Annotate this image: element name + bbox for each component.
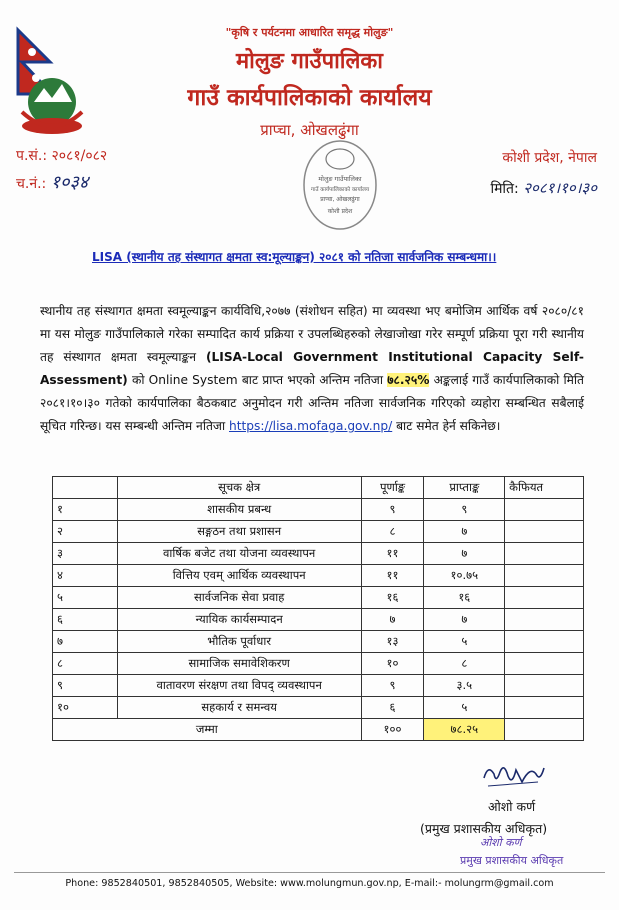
table-cell: ४ [53, 565, 118, 587]
province: कोशी प्रदेश, नेपाल [502, 150, 597, 166]
table-row [53, 565, 584, 587]
table-row [53, 609, 584, 631]
table-cell: सङ्गठन तथा प्रशासन [117, 521, 361, 543]
total-obtained-marks: ७८.२५ [424, 719, 505, 741]
table-cell: ६ [53, 609, 118, 631]
table-cell: ५ [424, 697, 505, 719]
table-cell: १६ [424, 587, 505, 609]
stamp-line-4: कोशी प्रदेश [327, 208, 353, 215]
results-table [52, 476, 584, 741]
table-cell: ९ [53, 675, 118, 697]
table-cell [505, 587, 584, 609]
reference-number [16, 146, 107, 165]
dispatch-number [16, 170, 88, 194]
table-total-row [53, 719, 584, 741]
stamp-line-1: मोलुङ गाउँपालिका [318, 175, 362, 183]
table-header-cell: सूचक क्षेत्र [117, 477, 361, 499]
table-cell [505, 675, 584, 697]
table-cell [505, 697, 584, 719]
table-cell [505, 521, 584, 543]
table-cell: ९ [361, 499, 424, 521]
table-cell: ११ [361, 565, 424, 587]
final-score: ७८.२५% [387, 373, 430, 387]
body-text-2: को Online System बाट प्राप्त भएको अन्तिम नतिजा [127, 373, 388, 387]
table-cell: ९ [424, 499, 505, 521]
title-stamp: प्रमुख प्रशासकीय अधिकृत [460, 854, 564, 867]
table-cell: न्यायिक कार्यसम्पादन [117, 609, 361, 631]
table-cell: ६ [361, 697, 424, 719]
table-row [53, 499, 584, 521]
table-cell: ७ [53, 631, 118, 653]
table-cell: ९ [361, 675, 424, 697]
footer-contact: Phone: 9852840501, 9852840505, Website: www.molungmun.gov.np, E-mail:- molungrm@gmail.com [65, 878, 554, 889]
table-cell: भौतिक पूर्वाधार [117, 631, 361, 653]
table-cell: ५ [53, 587, 118, 609]
table-cell: ३ [53, 543, 118, 565]
table-cell: सार्वजनिक सेवा प्रवाह [117, 587, 361, 609]
table-header-cell: कैफियत [505, 477, 584, 499]
table-header-cell: पूर्णाङ्क [361, 477, 424, 499]
table-header-row [53, 477, 584, 499]
table-cell: वित्तिय एवम् आर्थिक व्यवस्थापन [117, 565, 361, 587]
table-cell: ७ [424, 543, 505, 565]
table-cell: ७ [424, 521, 505, 543]
table-cell: ८ [424, 653, 505, 675]
table-cell: वार्षिक बजेट तथा योजना व्यवस्थापन [117, 543, 361, 565]
table-row [53, 543, 584, 565]
table-row [53, 653, 584, 675]
lisa-full-form: (LISA-Local Government Institutional Capacity Self-Assessment) [40, 350, 584, 387]
footer-divider [14, 872, 605, 873]
table-cell: ५ [424, 631, 505, 653]
body-text-4: बाट समेत हेर्न सकिनेछ। [392, 419, 501, 433]
table-cell: १६ [361, 587, 424, 609]
dispatch-label: च.नं.: [16, 176, 47, 192]
table-header-cell [53, 477, 118, 499]
table-cell: २ [53, 521, 118, 543]
table-cell: १३ [361, 631, 424, 653]
name-stamp: ओशो कर्ण [480, 836, 522, 849]
table-row [53, 521, 584, 543]
lisa-portal-link[interactable]: https://lisa.mofaga.gov.np/ [229, 419, 393, 433]
table-cell [505, 609, 584, 631]
date-value: २०८१।१०।३० [523, 179, 597, 197]
body-paragraph [40, 300, 584, 438]
table-cell: ८ [53, 653, 118, 675]
table-row [53, 675, 584, 697]
office-location: प्राप्चा, ओखलढुंगा [260, 121, 359, 139]
subject-line: LISA (स्थानीय तह संस्थागत क्षमता स्व:मूल्याङ्कन) २०८१ को नतिजा सार्वजनिक सम्बन्धमा।। [92, 250, 497, 264]
table-cell: सामाजिक समावेशिकरण [117, 653, 361, 675]
table-cell [505, 653, 584, 675]
body-text-1: स्थानीय तह संस्थागत क्षमता स्वमूल्याङ्कन कार्यविधि,२०७७ (संशोधन सहित) मा व्यवस्था भए बमोजिम आर्थिक वर्ष २०८०/८१ मा यस मोलुङ गाउँपालिकाले गरेका सम्पादित कार्य प्रक्रिया र उपलब्धिहरुको लेखाजोखा गरेर सम्पूर्ण प्रक्रिया पूरा गरी स्थानीय तह संस्थागत क्षमता स्वमूल्याङ्कन [40, 304, 584, 364]
table-cell [505, 631, 584, 653]
table-cell: ७ [361, 609, 424, 631]
total-label: जम्मा [53, 719, 362, 741]
date-label: मिति: [490, 181, 519, 197]
table-cell [505, 499, 584, 521]
stamp-line-3: प्राप्चा, ओखलढुंगा [320, 196, 360, 203]
ref-label: प.सं.: [16, 148, 48, 164]
table-header-cell: प्राप्ताङ्क [424, 477, 505, 499]
table-cell: ३.५ [424, 675, 505, 697]
signatory-name: ओशो कर्ण [488, 799, 536, 814]
table-cell: शासकीय प्रबन्ध [117, 499, 361, 521]
table-cell [505, 565, 584, 587]
signatory-title: (प्रमुख प्रशासकीय अधिकृत) [420, 821, 548, 836]
table-cell: ७ [424, 609, 505, 631]
stamp-line-2: गाउँ कार्यपालिकाको कार्यालय [310, 187, 370, 193]
office-name: गाउँ कार्यपालिकाको कार्यालय [187, 85, 432, 111]
table-cell: ११ [361, 543, 424, 565]
table-cell: सहकार्य र समन्वय [117, 697, 361, 719]
table-cell: १०.७५ [424, 565, 505, 587]
table-cell: १ [53, 499, 118, 521]
slogan: "कृषि र पर्यटनमा आधारित समृद्ध मोलुङ" [225, 26, 394, 39]
table-cell: वातावरण संरक्षण तथा विपद् व्यवस्थापन [117, 675, 361, 697]
total-remarks [505, 719, 584, 741]
dispatch-value: १०३४ [50, 172, 89, 193]
table-cell [505, 543, 584, 565]
ref-value: २०८१/०८२ [51, 148, 108, 164]
table-cell: १० [53, 697, 118, 719]
body-text-3: अङ्कलाई गाउँ कार्यपालिकाको मिति २०८१।१०।३० गतेको कार्यपालिका बैठकबाट अनुमोदन गरी अन्तिम नतिजा सार्वजनिक गरिएको व्यहोरा सम्बन्धित सबैलाई सूचित गरिन्छ। यस सम्बन्धी अन्तिम नतिजा [40, 373, 584, 433]
office-stamp-icon [300, 137, 380, 233]
signature-icon [478, 760, 548, 792]
total-full-marks: १०० [361, 719, 424, 741]
table-cell: १० [361, 653, 424, 675]
table-row [53, 587, 584, 609]
table-cell: ८ [361, 521, 424, 543]
letter-date [490, 178, 597, 198]
municipality-name: मोलुङ गाउँपालिका [236, 49, 383, 74]
table-row [53, 697, 584, 719]
table-row [53, 631, 584, 653]
